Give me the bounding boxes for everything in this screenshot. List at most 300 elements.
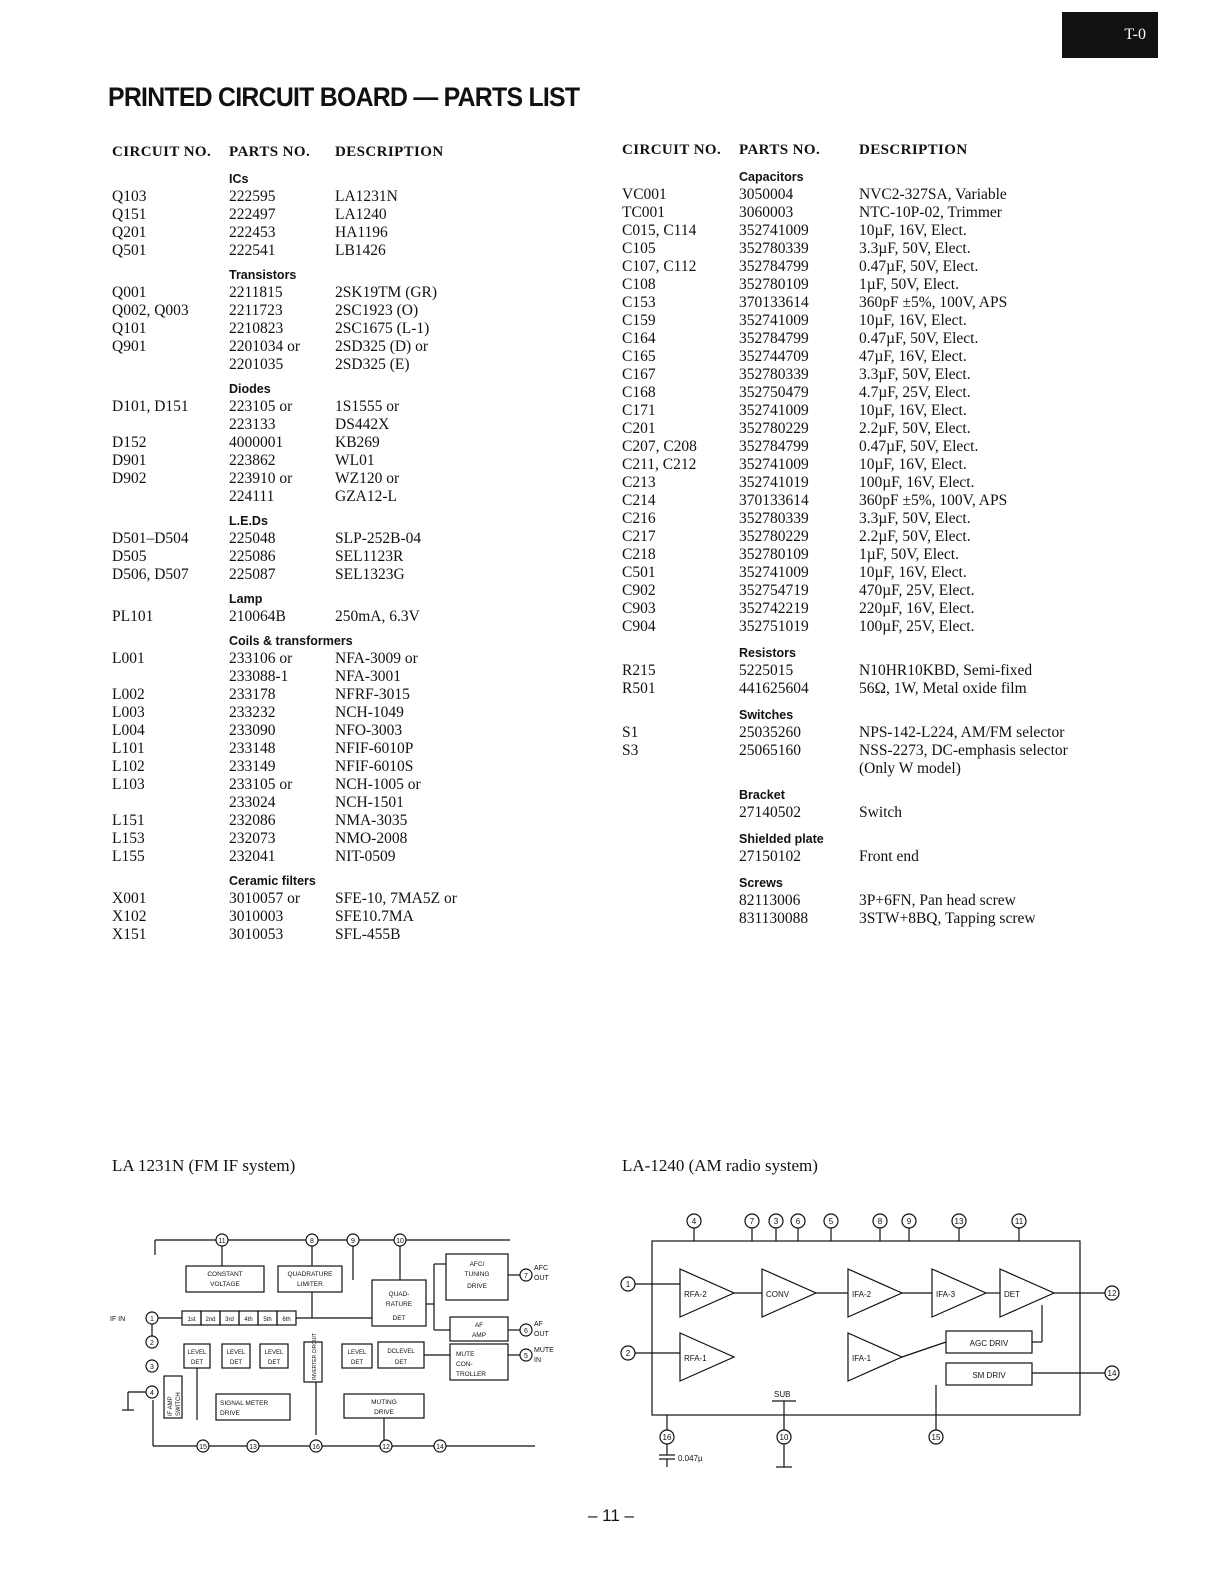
- parts-row: [112, 740, 457, 758]
- svg-text:3: 3: [773, 1217, 779, 1226]
- diagram2-caption: LA-1240 (AM radio system): [622, 1156, 818, 1175]
- section-heading: [112, 632, 457, 650]
- pin-9: [902, 1214, 916, 1228]
- svg-text:RATURE: RATURE: [385, 1301, 413, 1308]
- circuit-no: C164: [622, 330, 656, 347]
- circuit-no: C108: [622, 276, 656, 293]
- svg-text:3: 3: [150, 1364, 154, 1371]
- svg-text:QUAD-: QUAD-: [388, 1291, 410, 1298]
- parts-row: [622, 600, 1068, 618]
- description: NIT-0509: [335, 848, 396, 865]
- circuit-no: C904: [622, 618, 656, 635]
- circuit-no: S3: [622, 742, 639, 759]
- parts-no: 233090: [229, 722, 276, 739]
- parts-row: [622, 402, 1068, 420]
- pin-11: [216, 1234, 228, 1246]
- if-stage-label: 4th: [244, 1317, 253, 1323]
- parts-no: 352741009: [739, 564, 809, 581]
- parts-row: [112, 242, 457, 260]
- description: NPS-142-L224, AM/FM selector: [859, 724, 1065, 741]
- svg-text:5: 5: [524, 1353, 528, 1360]
- description: 470µF, 25V, Elect.: [859, 582, 975, 599]
- section-heading: [622, 830, 1068, 848]
- quadrature-limiter-block: [278, 1266, 342, 1292]
- description: 3STW+8BQ, Tapping screw: [859, 910, 1036, 927]
- description: NMA-3035: [335, 812, 408, 829]
- pin-15: [197, 1440, 209, 1452]
- parts-no: 223910 or: [229, 470, 293, 487]
- pin-12: [380, 1440, 392, 1452]
- section-heading: [622, 168, 1068, 186]
- section-heading: [112, 170, 457, 188]
- pin-12: [1105, 1286, 1119, 1300]
- parts-no: 233105 or: [229, 776, 293, 793]
- description: LA1240: [335, 206, 387, 223]
- description: HA1196: [335, 224, 388, 241]
- section-heading: [622, 706, 1068, 724]
- circuit-no: C903: [622, 600, 656, 617]
- circuit-no: X001: [112, 890, 147, 907]
- parts-row: [622, 456, 1068, 474]
- parts-no: 2211723: [229, 302, 283, 319]
- description-header: DESCRIPTION: [859, 142, 968, 158]
- circuit-no: C217: [622, 528, 656, 545]
- parts-row: [112, 908, 457, 926]
- circuit-no: L101: [112, 740, 145, 757]
- circuit-no: R501: [622, 680, 656, 697]
- svg-text:9: 9: [906, 1217, 912, 1226]
- svg-text:7: 7: [749, 1217, 755, 1226]
- pin-1: [621, 1277, 635, 1291]
- section-name: Screws: [739, 876, 783, 890]
- description: SLP-252B-04: [335, 530, 422, 547]
- circuit-no: [622, 760, 739, 778]
- parts-no: 222453: [229, 224, 276, 241]
- description: 3.3µF, 50V, Elect.: [859, 240, 971, 257]
- section-name: Ceramic filters: [229, 874, 316, 888]
- section-heading: [112, 266, 457, 284]
- parts-row: [622, 276, 1068, 294]
- description: GZA12-L: [335, 488, 397, 505]
- circuit-no: C902: [622, 582, 656, 599]
- parts-no: 2211815: [229, 284, 283, 301]
- description: NVC2-327SA, Variable: [859, 186, 1007, 203]
- parts-row: [112, 284, 457, 302]
- parts-row: [112, 758, 457, 776]
- parts-no: 352751019: [739, 618, 809, 635]
- parts-list-left: [112, 143, 457, 944]
- circuit-no: [622, 848, 739, 866]
- pin-13: [952, 1214, 966, 1228]
- svg-text:11: 11: [218, 1238, 226, 1245]
- parts-no: 27150102: [739, 848, 801, 865]
- parts-no: 831130088: [739, 910, 809, 927]
- sections: [622, 168, 1068, 928]
- afc-tuning-drive-block: [446, 1254, 508, 1300]
- section-heading: [112, 872, 457, 890]
- rfa-1-amp: [680, 1333, 734, 1381]
- afc-out-label: AFC: [534, 1265, 548, 1272]
- parts-no: 352780229: [739, 528, 809, 545]
- svg-text:AF: AF: [474, 1322, 484, 1329]
- circuit-no: L004: [112, 722, 145, 739]
- page-tab: T-0: [1062, 12, 1158, 58]
- parts-no: 25065160: [739, 742, 801, 759]
- svg-text:13: 13: [954, 1217, 964, 1226]
- description: WL01: [335, 452, 375, 469]
- svg-text:DET: DET: [230, 1360, 242, 1366]
- svg-text:4: 4: [691, 1217, 697, 1226]
- parts-no: 25035260: [739, 724, 801, 741]
- section-heading: [622, 644, 1068, 662]
- parts-no: 223133: [229, 416, 276, 433]
- circuit-no: L003: [112, 704, 145, 721]
- section-name: Switches: [739, 708, 794, 722]
- inverter-circuit-block: [304, 1333, 322, 1382]
- section-name: Diodes: [229, 382, 271, 396]
- parts-no: 352741009: [739, 222, 809, 239]
- section-heading: [112, 590, 457, 608]
- if-amp-stages: [182, 1311, 296, 1325]
- circuit-no: C218: [622, 546, 656, 563]
- svg-text:DRIVE: DRIVE: [374, 1409, 394, 1416]
- pin-3: [146, 1360, 158, 1372]
- parts-row: [112, 650, 457, 668]
- svg-text:IFA-3: IFA-3: [936, 1290, 956, 1299]
- section-name: Shielded plate: [739, 832, 824, 846]
- pin-16: [660, 1430, 674, 1444]
- parts-no: 441625604: [739, 680, 809, 697]
- svg-text:DET: DET: [395, 1360, 407, 1366]
- agc-driv-block: [946, 1331, 1032, 1353]
- description-header: DESCRIPTION: [335, 144, 444, 160]
- circuit-no: Q001: [112, 284, 147, 301]
- pin-16: [310, 1440, 322, 1452]
- svg-text:TUNING: TUNING: [464, 1271, 490, 1278]
- la1240-block-diagram: [612, 1205, 1132, 1490]
- af-out-label: AF: [534, 1321, 543, 1328]
- circuit-no: D901: [112, 452, 147, 469]
- parts-row: [622, 366, 1068, 384]
- signal-meter-drive-block: [216, 1394, 290, 1420]
- parts-no: 27140502: [739, 804, 801, 821]
- pin-14: [434, 1440, 446, 1452]
- parts-row: [622, 892, 1068, 910]
- parts-row: [112, 686, 457, 704]
- parts-row: [112, 668, 457, 686]
- description: 10µF, 16V, Elect.: [859, 222, 967, 239]
- parts-no: [739, 760, 859, 778]
- description: 1µF, 50V, Elect.: [859, 276, 959, 293]
- parts-no: 3060003: [739, 204, 794, 221]
- parts-no: 233106 or: [229, 650, 293, 667]
- parts-row: [112, 224, 457, 242]
- svg-text:1: 1: [625, 1280, 631, 1289]
- parts-no: 82113006: [739, 892, 801, 909]
- description: 2SC1923 (O): [335, 302, 419, 319]
- parts-no: 5225015: [739, 662, 794, 679]
- description: NCH-1049: [335, 704, 404, 721]
- circuit-no: L155: [112, 848, 145, 865]
- parts-row: [622, 420, 1068, 438]
- description: 2.2µF, 50V, Elect.: [859, 420, 971, 437]
- svg-text:10: 10: [779, 1433, 789, 1442]
- parts-row: [622, 186, 1068, 204]
- parts-no: 352741019: [739, 474, 809, 491]
- parts-no: 352780229: [739, 420, 809, 437]
- svg-text:1: 1: [150, 1316, 154, 1323]
- parts-no: 352784799: [739, 330, 809, 347]
- section-name: ICs: [229, 172, 249, 186]
- parts-no: 233088-1: [229, 668, 289, 685]
- description: 2.2µF, 50V, Elect.: [859, 528, 971, 545]
- description: DS442X: [335, 416, 390, 433]
- level-det-1: [184, 1344, 210, 1368]
- parts-no: 370133614: [739, 492, 809, 509]
- description: SFL-455B: [335, 926, 401, 943]
- parts-row: [622, 204, 1068, 222]
- circuit-header: CIRCUIT NO.: [112, 144, 212, 160]
- rfa-2-amp: [680, 1269, 734, 1317]
- parts-row: [112, 356, 457, 374]
- description: NMO-2008: [335, 830, 408, 847]
- svg-text:IF AMP: IF AMP: [168, 1396, 174, 1416]
- parts-row: [112, 848, 457, 866]
- if-stage-label: 6th: [282, 1317, 291, 1323]
- parts-no: 352741009: [739, 402, 809, 419]
- circuit-no: C211, C212: [622, 456, 697, 473]
- circuit-no: L103: [112, 776, 145, 793]
- circuit-no: D506, D507: [112, 566, 189, 583]
- parts-row: [112, 206, 457, 224]
- svg-text:DRIVE: DRIVE: [220, 1410, 240, 1417]
- pin-9: [347, 1234, 359, 1246]
- section-heading: [622, 786, 1068, 804]
- svg-text:CON-: CON-: [456, 1361, 473, 1368]
- svg-text:IFA-1: IFA-1: [852, 1354, 872, 1363]
- section-name: Bracket: [739, 788, 785, 802]
- parts-no: 233232: [229, 704, 276, 721]
- parts-row: [622, 910, 1068, 928]
- svg-text:8: 8: [877, 1217, 883, 1226]
- svg-text:6: 6: [524, 1328, 528, 1335]
- description: NCH-1005 or: [335, 776, 421, 793]
- svg-text:15: 15: [931, 1433, 941, 1442]
- svg-text:DET: DET: [1004, 1290, 1020, 1299]
- pin-4: [687, 1214, 701, 1228]
- circuit-no: C167: [622, 366, 656, 383]
- parts-row: [112, 470, 457, 488]
- svg-text:MUTING: MUTING: [371, 1399, 397, 1406]
- pin-2: [621, 1346, 635, 1360]
- muting-drive-block: [344, 1394, 424, 1418]
- parts-row: [622, 724, 1068, 742]
- constant-voltage-block: [186, 1266, 264, 1292]
- description: 10µF, 16V, Elect.: [859, 564, 967, 581]
- parts-no: 352741009: [739, 456, 809, 473]
- if-stage-label: 3rd: [225, 1317, 234, 1323]
- parts-row: [112, 704, 457, 722]
- parts-no: 352754719: [739, 582, 809, 599]
- parts-row: [112, 830, 457, 848]
- section-name: Lamp: [229, 592, 263, 606]
- pin-3: [769, 1214, 783, 1228]
- parts-row: [622, 582, 1068, 600]
- dc-level-det-block: [378, 1342, 424, 1368]
- description: Switch: [859, 804, 903, 821]
- column-header: [112, 143, 457, 170]
- parts-row: [112, 812, 457, 830]
- section-name: Coils & transformers: [229, 634, 353, 648]
- parts-row: [112, 890, 457, 908]
- svg-text:DET: DET: [392, 1315, 406, 1322]
- svg-text:4: 4: [150, 1390, 154, 1397]
- parts-row: [622, 240, 1068, 258]
- svg-text:IFA-2: IFA-2: [852, 1290, 872, 1299]
- circuit-no: Q501: [112, 242, 147, 259]
- circuit-no: X102: [112, 908, 147, 925]
- if-stage-label: 2nd: [205, 1317, 216, 1323]
- parts-no: 352780109: [739, 276, 809, 293]
- description: 0.47µF, 50V, Elect.: [859, 438, 979, 455]
- circuit-no: [112, 668, 229, 686]
- parts-no: 224111: [229, 488, 275, 505]
- svg-text:12: 12: [382, 1444, 390, 1451]
- circuit-no: C214: [622, 492, 656, 509]
- circuit-no: [112, 488, 229, 506]
- description: LB1426: [335, 242, 386, 259]
- mute-in-label: MUTE: [534, 1347, 554, 1354]
- description: 10µF, 16V, Elect.: [859, 312, 967, 329]
- det-amp: [1000, 1269, 1054, 1317]
- parts-no: 223862: [229, 452, 276, 469]
- description: 2SD325 (E): [335, 356, 410, 373]
- quadrature-det-block: [372, 1280, 426, 1326]
- description: 360pF ±5%, 100V, APS: [859, 294, 1008, 311]
- circuit-no: PL101: [112, 608, 154, 625]
- svg-text:9: 9: [351, 1238, 355, 1245]
- circuit-no: Q103: [112, 188, 147, 205]
- description: 1µF, 50V, Elect.: [859, 546, 959, 563]
- pin-5: [824, 1214, 838, 1228]
- circuit-no: D501–D504: [112, 530, 189, 547]
- if-amp-switch-block: [164, 1376, 182, 1418]
- description: 3P+6FN, Pan head screw: [859, 892, 1016, 909]
- parts-row: [112, 566, 457, 584]
- circuit-no: D902: [112, 470, 147, 487]
- circuit-no: C201: [622, 420, 656, 437]
- if-in-label: IF IN: [110, 1316, 126, 1323]
- description: SEL1123R: [335, 548, 404, 565]
- circuit-no: [622, 892, 739, 910]
- pin-7: [745, 1214, 759, 1228]
- description: 56Ω, 1W, Metal oxide film: [859, 680, 1027, 697]
- ifa-3-amp: [932, 1269, 986, 1317]
- parts-no: 225048: [229, 530, 276, 547]
- parts-no: 3010053: [229, 926, 284, 943]
- description: NFRF-3015: [335, 686, 410, 703]
- svg-text:2: 2: [625, 1349, 631, 1358]
- parts-row: [622, 742, 1068, 760]
- pin-10: [394, 1234, 406, 1246]
- description: 2SD325 (D) or: [335, 338, 428, 355]
- pin-6: [520, 1324, 532, 1336]
- parts-row: [112, 302, 457, 320]
- sub-label: SUB: [774, 1390, 791, 1399]
- parts-row: [112, 452, 457, 470]
- parts-row: [622, 680, 1068, 698]
- pin-15: [929, 1430, 943, 1444]
- description: 250mA, 6.3V: [335, 608, 420, 625]
- parts-row: [622, 804, 1068, 822]
- svg-text:LEVEL: LEVEL: [347, 1350, 367, 1356]
- parts-no: 233024: [229, 794, 276, 811]
- description: LA1231N: [335, 188, 398, 205]
- svg-text:6: 6: [795, 1217, 801, 1226]
- parts-no: 222541: [229, 242, 276, 259]
- parts-no: 352750479: [739, 384, 809, 401]
- section-name: Transistors: [229, 268, 297, 282]
- if-stage-label: 5th: [263, 1317, 272, 1323]
- la1231n-block-diagram: [100, 1220, 600, 1475]
- parts-row: [622, 510, 1068, 528]
- diagram1-caption: LA 1231N (FM IF system): [112, 1156, 296, 1175]
- circuit-no: L001: [112, 650, 145, 667]
- parts-row: [112, 776, 457, 794]
- circuit-no: [622, 910, 739, 928]
- circuit-no: X151: [112, 926, 147, 943]
- parts-row: [622, 312, 1068, 330]
- circuit-no: C107, C112: [622, 258, 697, 275]
- description: 100µF, 16V, Elect.: [859, 474, 975, 491]
- afc-out-label-2: OUT: [534, 1275, 549, 1282]
- circuit-no: TC001: [622, 204, 666, 221]
- pin-13: [247, 1440, 259, 1452]
- parts-row: [622, 618, 1068, 636]
- section-heading: [112, 512, 457, 530]
- parts-row: [112, 188, 457, 206]
- svg-text:5: 5: [828, 1217, 834, 1226]
- parts-row: [622, 848, 1068, 866]
- circuit-no: C015, C114: [622, 222, 697, 239]
- parts-no: 352742219: [739, 600, 809, 617]
- parts-row: [622, 564, 1068, 582]
- svg-text:12: 12: [1107, 1289, 1117, 1298]
- svg-text:LEVEL: LEVEL: [187, 1350, 207, 1356]
- parts-no: 352780339: [739, 366, 809, 383]
- pin-11: [1012, 1214, 1026, 1228]
- level-det-4: [342, 1344, 372, 1368]
- description: 0.47µF, 50V, Elect.: [859, 330, 979, 347]
- parts-no: 233178: [229, 686, 276, 703]
- parts-row: [622, 438, 1068, 456]
- circuit-header: CIRCUIT NO.: [622, 142, 722, 158]
- circuit-no: L102: [112, 758, 145, 775]
- parts-no: 352784799: [739, 438, 809, 455]
- parts-row: [112, 530, 457, 548]
- svg-text:VOLTAGE: VOLTAGE: [210, 1281, 240, 1288]
- parts-no: 232073: [229, 830, 276, 847]
- svg-text:CONV: CONV: [766, 1290, 790, 1299]
- circuit-no: R215: [622, 662, 656, 679]
- column-header: [622, 141, 1068, 168]
- circuit-no: [112, 416, 229, 434]
- parts-row: [112, 548, 457, 566]
- capacitor-label: 0.047µ: [678, 1454, 703, 1463]
- circuit-no: S1: [622, 724, 639, 741]
- pin-2: [146, 1336, 158, 1348]
- parts-row: [622, 492, 1068, 510]
